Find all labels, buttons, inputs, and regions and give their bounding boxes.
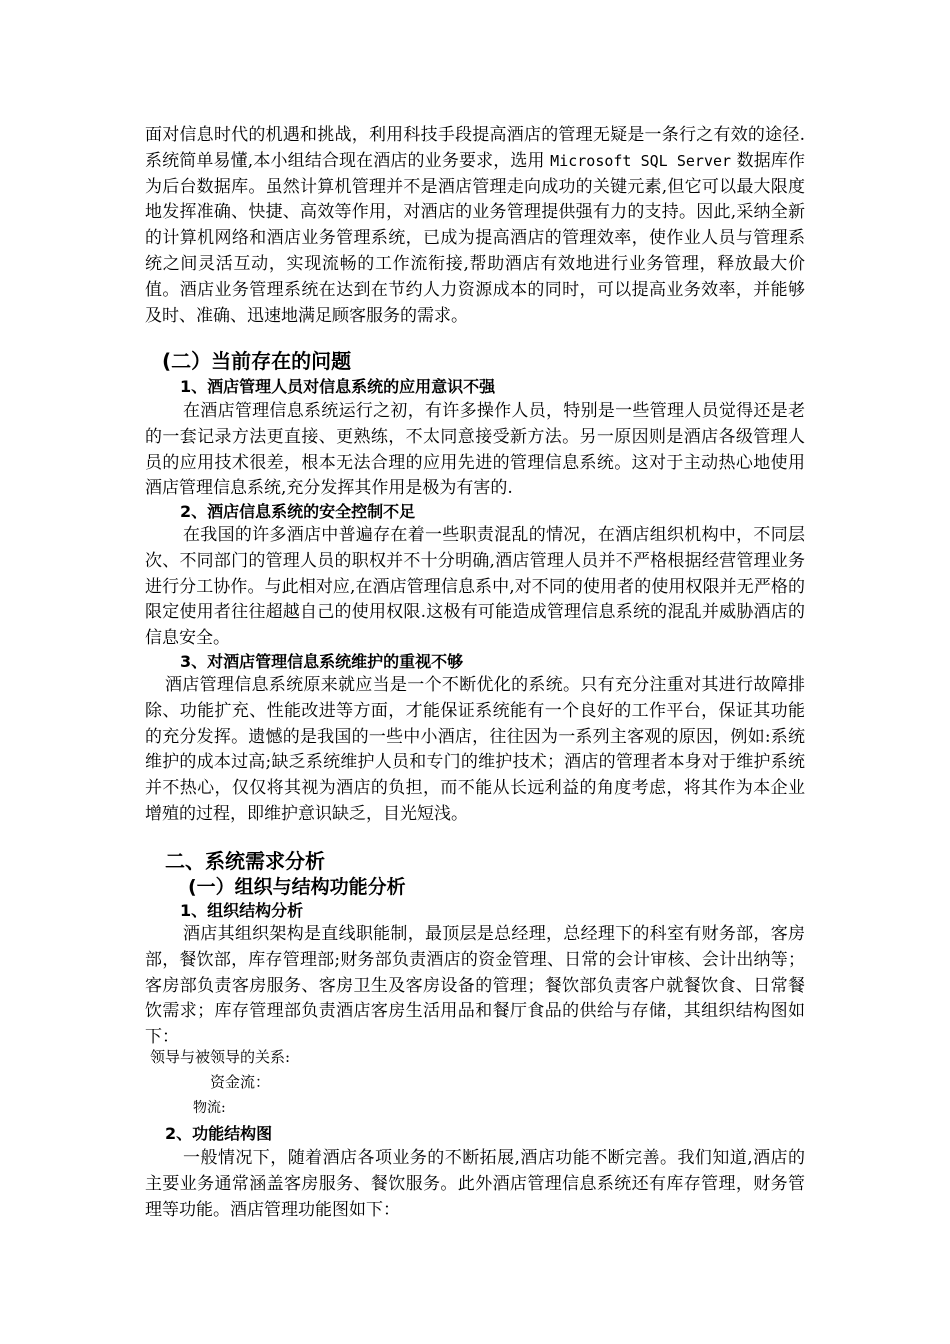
org-structure-paragraph: 酒店其组织架构是直线职能制，最顶层是总经理，总经理下的科室有财务部，客房部，餐饮部，库存管理部;财务部负责酒店的资金管理、日常的会计审核、会计出纳等；客房部负责客房服务、客房卫生及客房设备的管理；餐饮部负责客户就餐饮食、日常餐饮需求；库存管理部负责酒店客房生活用品和餐厅食品的供给与存储，其组织结构图如下：: [145, 924, 805, 1048]
problem-3-paragraph: 酒店管理信息系统原来就应当是一个不断优化的系统。只有充分注重对其进行故障排除、功能扩充、性能改进等方面，才能保证系统能有一个良好的工作平台，保证其功能的充分发挥。遗憾的是我国的一些中小酒店，往往因为一系列主客观的原因，例如:系统维护的成本过高;缺乏系统维护人员和专门的维护技术；酒店的管理者本身对于维护系统并不热心，仅仅将其视为酒店的负担，而不能从长远利益的角度考虑，将其作为本企业增殖的过程，即维护意识缺乏，目光短浅。: [145, 675, 805, 824]
intro-paragraph: [145, 123, 805, 329]
legend-fund-flow: 资金流：: [210, 1073, 271, 1091]
problem-1-title: 1、酒店管理人员对信息系统的应用意识不强: [180, 377, 496, 396]
section-heading-requirements: 二、系统需求分析: [165, 849, 325, 873]
legend-material-flow: 物流:: [193, 1100, 226, 1116]
section-heading-problems: (二）当前存在的问题: [162, 349, 352, 373]
subsection-heading-org-function: (一）组织与结构功能分析: [188, 876, 406, 898]
intro-text-1: 面对信息时代的机遇和挑战，利用科技手段提高酒店的管理无疑是一条行之有效的途径.系统简单易懂,本小组结合现在酒店的业务要求，选用: [145, 125, 805, 171]
problem-2-title: 2、酒店信息系统的安全控制不足: [180, 502, 416, 521]
function-structure-paragraph: 一般情况下，随着酒店各项业务的不断拓展,酒店功能不断完善。我们知道,酒店的主要业务通常涵盖客房服务、餐饮服务。此外酒店管理信息系统还有库存管理，财务管理等功能。酒店管理功能图如下：: [145, 1148, 805, 1220]
function-structure-title: 2、功能结构图: [165, 1124, 273, 1143]
legend-leadership: 领导与被领导的关系:: [150, 1048, 291, 1066]
intro-software-name: Microsoft SQL Server: [550, 151, 732, 170]
problem-1-paragraph: 在酒店管理信息系统运行之初，有许多操作人员，特别是一些管理人员觉得还是老的一套记录方法更直接、更熟练，不太同意接受新方法。另一原因则是酒店各级管理人员的应用技术很差，根本无法合理的应用先进的管理信息系统。这对于主动热心地使用酒店管理信息系统,充分发挥其作用是极为有害的.: [145, 401, 805, 499]
org-structure-title: 1、组织结构分析: [180, 901, 304, 920]
problem-2-paragraph: 在我国的许多酒店中普遍存在着一些职责混乱的情况，在酒店组织机构中，不同层次、不同部门的管理人员的职权并不十分明确,酒店管理人员并不严格根据经营管理业务进行分工协作。与此相对应,在酒店管理信息系中,对不同的使用者的使用权限并无严格的限定使用者往往超越自己的使用权限.这极有可能造成管理信息系统的混乱并威胁酒店的信息安全。: [145, 525, 805, 649]
intro-text-2: 数据库作为后台数据库。虽然计算机管理并不是酒店管理走向成功的关键元素,但它可以最大限度地发挥准确、快捷、高效等作用，对酒店的业务管理提供强有力的支持。因此,采纳全新的计算机网络和酒店业务管理系统，已成为提高酒店的管理效率，使作业人员与管理系统之间灵活互动，实现流畅的工作流衔接,帮助酒店有效地进行业务管理，释放最大价值。酒店业务管理系统在达到在节约人力资源成本的同时，可以提高业务效率，并能够及时、准确、迅速地满足顾客服务的需求。: [145, 150, 806, 326]
problem-3-title: 3、对酒店管理信息系统维护的重视不够: [180, 652, 464, 671]
